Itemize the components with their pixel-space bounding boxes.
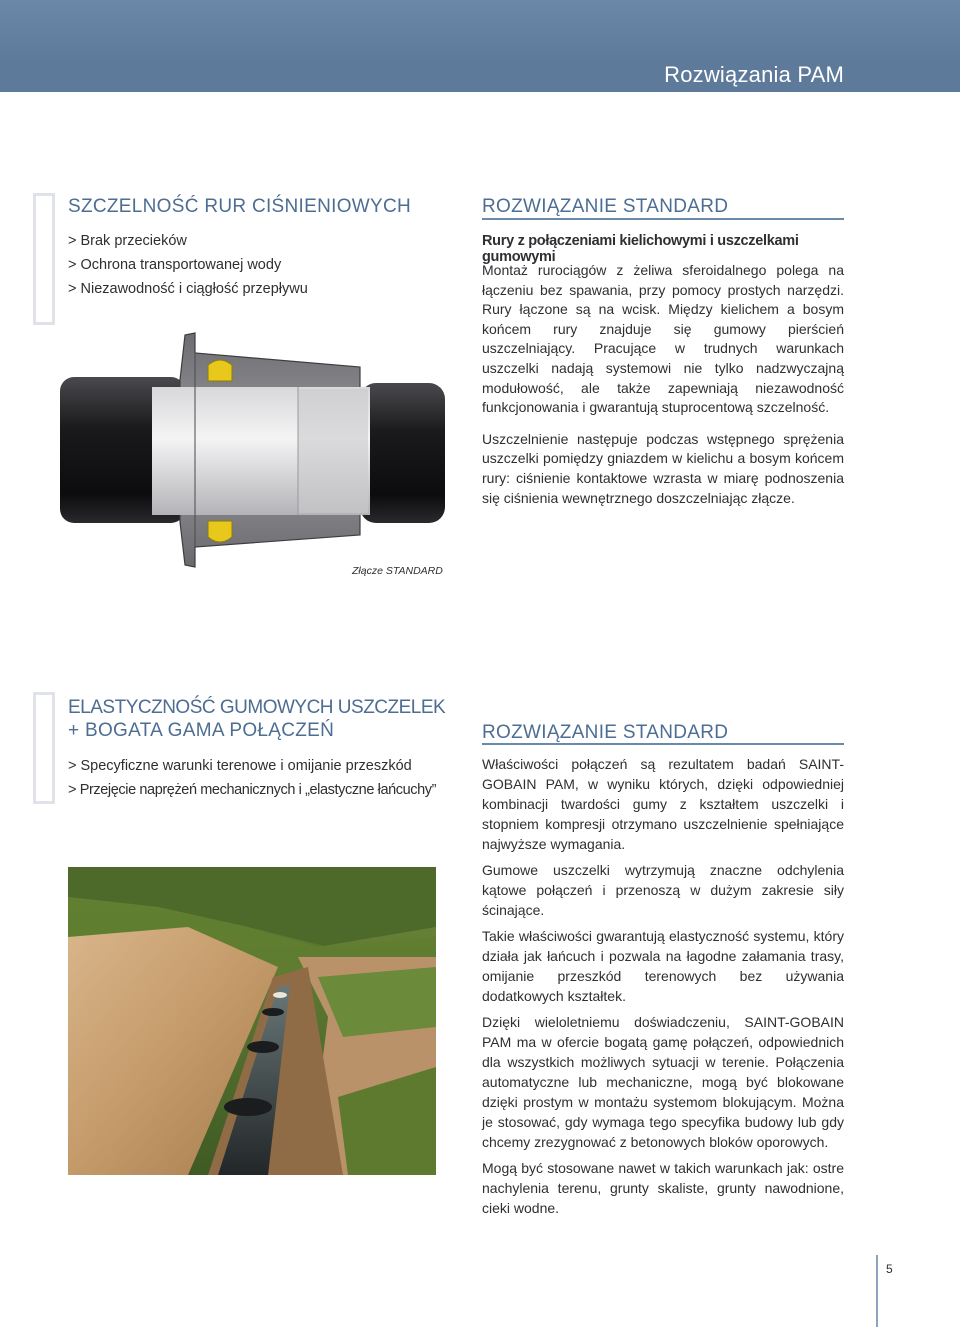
section1-bullet-list	[68, 229, 428, 301]
pipe-joint-illustration	[60, 325, 460, 575]
solution1-heading: ROZWIĄZANIE STANDARD	[482, 196, 729, 217]
trench-pipeline-photo	[68, 867, 436, 1175]
solution2-body	[482, 754, 844, 1227]
paragraph: Takie właściwości gwarantują elastyczność systemu, który działa jak łańcuch i pozwala na łagodne załamania trasy, omijanie przeszkód terenowych bez używania dodatkowych kształtek.	[482, 928, 844, 1004]
paragraph: Montaż rurociągów z żeliwa sferoidalnego polega na łączeniu bez spawania, przy pomocy prostych narzędzi. Rury łączone są na wcisk. Między kielichem a bosym końcem rury znajduje się gumowy pierścień uszczelniający. Pracujące w trudnych warunkach uszczelki nadają systemowi nie tylko nadzwyczajną modułowość, ale także zapewniają niezawodność funkcjonowania i gwarantują stuprocentową szczelność.	[482, 262, 844, 416]
section-accent-bar	[33, 692, 55, 804]
solution1-subheading: Rury z połączeniami kielichowymi i uszczelkami gumowymi	[482, 233, 799, 265]
section-accent-bar	[33, 193, 55, 325]
paragraph: Dzięki wieloletniemu doświadczeniu, SAINT-GOBAIN PAM ma w ofercie bogatą gamę połączeń, odpowiednich dla wszystkich możliwych sytuacji w terenie. Połączenia automatyczne lub mechaniczne, mogą być blokowane dzięki prostym w montażu systemom blokującym. Można je stosować, gdy wymaga tego specyfika budowy lub gdy chcemy zrezygnować z betonowych bloków oporowych.	[482, 1014, 844, 1150]
section2-bullet-list	[68, 754, 448, 802]
footer-rule	[876, 1255, 878, 1327]
page-header-title: Rozwiązania PAM	[664, 62, 844, 87]
list-item: > Ochrona transportowanej wody	[68, 257, 282, 273]
paragraph: Uszczelnienie następuje podczas wstępnego sprężenia uszczelki pomiędzy gniazdem w kielichu a bosym końcem rury: ciśnienie kontaktowe wzrasta w miarę podnoszenia się ciśnienia wewnętrznego doszczelniając złącze.	[482, 430, 844, 506]
image-caption: Złącze STANDARD	[352, 565, 443, 577]
section1-heading: SZCZELNOŚĆ RUR CIŚNIENIOWYCH	[68, 196, 412, 217]
solution2-heading: ROZWIĄZANIE STANDARD	[482, 722, 729, 743]
page-number: 5	[886, 1262, 893, 1276]
list-item: > Brak przecieków	[68, 233, 187, 249]
solution1-body	[482, 261, 844, 517]
paragraph: Mogą być stosowane nawet w takich warunkach jak: ostre nachylenia terenu, grunty skaliste, grunty nawodnione, cieki wodne.	[482, 1160, 844, 1216]
section2-heading-line1: ELASTYCZNOŚĆ GUMOWYCH USZCZELEK	[68, 697, 446, 718]
list-item: > Przejęcie naprężeń mechanicznych i „elastyczne łańcuchy”	[68, 782, 437, 798]
section2-heading-line2: + BOGATA GAMA POŁĄCZEŃ	[68, 720, 335, 741]
list-item: > Niezawodność i ciągłość przepływu	[68, 281, 308, 297]
heading-rule	[482, 218, 844, 220]
heading-rule	[482, 743, 844, 745]
paragraph: Właściwości połączeń są rezultatem badań SAINT-GOBAIN PAM, w wyniku których, dzięki odpowiedniej kombinacji twardości gumy z kształtem uszczelki i stopniem kompresji otrzymano uszczelnienie spełniające najwyższe wymagania.	[482, 756, 844, 852]
paragraph: Gumowe uszczelki wytrzymują znaczne odchylenia kątowe połączeń i przenoszą w dużym zakresie siły ścinające.	[482, 862, 844, 918]
list-item: > Specyficzne warunki terenowe i omijanie przeszkód	[68, 758, 412, 774]
